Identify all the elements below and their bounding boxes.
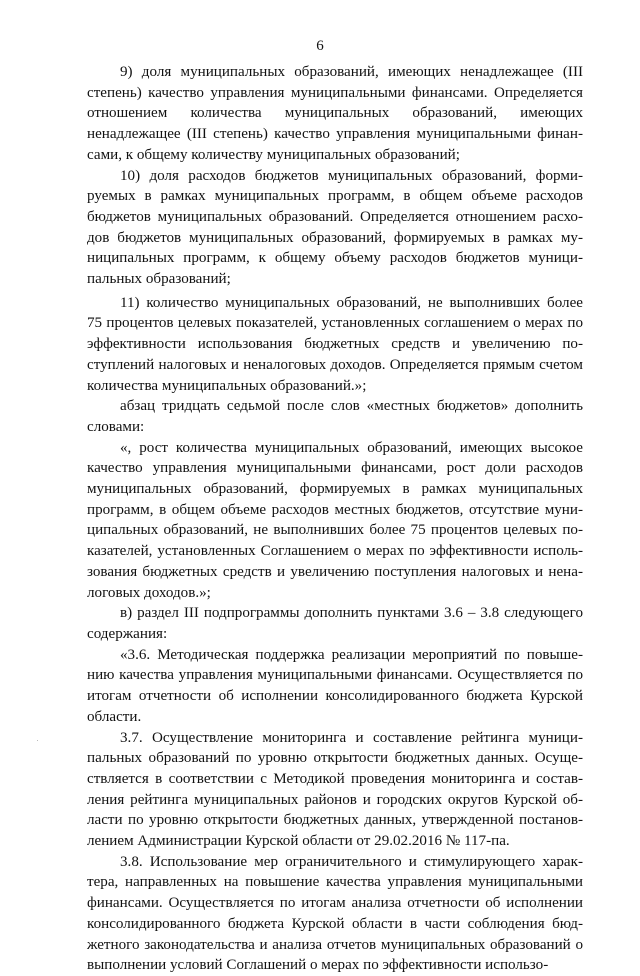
paragraph-item-9: 9) доля муниципальных образований, имеющих ненадлежащее (III степень) качество управления муниципальными финансами. Определяется отношением количества муниципальных образований, имеющих ненадлежащее (III степень) качество управления муниципальными финансами, к общему количеству муниципальных образований; <box>87 64 583 163</box>
paragraph-point-3-6: «3.6. Методическая поддержка реализации мероприятий по повышению качества управления муниципальными финансами. Осуществляется по итогам отчетности об исполнении консолидированного бюджета Курской области. <box>87 646 583 725</box>
paragraph-amendment-text: «, рост количества муниципальных образований, имеющих высокое качество управления муниципальными финансами, рост доли расходов муниципальных образований, формируемых в рамках муниципальных программ, в общем объеме расходов местных бюджетов, отсутствие муниципальных образований, не выполнивших более 75 процентов целевых показателей, установленных Соглашением о мерах по эффективности использования бюджетных средств и увеличению поступления налоговых и неналоговых доходов.»; <box>87 439 583 601</box>
paragraph-amendment-intro: абзац тридцать седьмой после слов «местных бюджетов» дополнить словами: <box>87 398 583 435</box>
paragraph-item-11: 11) количество муниципальных образований, не выполнивших более 75 процентов целевых показателей, установленных соглашением о мерах по эффективности использования бюджетных средств и увеличению поступлений налоговых и неналоговых доходов. Определяется прямым счетом количества муниципальных образований.»; <box>87 294 583 394</box>
paragraph-section-3-addition: в) раздел III подпрограммы дополнить пунктами 3.6 – 3.8 следующего содержания: <box>87 605 583 642</box>
paragraph-point-3-7: 3.7. Осуществление мониторинга и составление рейтинга муниципальных образований по уровню открытости бюджетных данных. Осуществляется в соответствии с Методикой проведения мониторинга и составления рейтинга муниципальных районов и городских округов Курской области по уровню открытости бюджетных данных, утвержденной постановлением Администрации Курской области от 29.02.2016 № 117-па. <box>87 729 583 850</box>
document-body <box>87 62 583 976</box>
scan-artifact <box>37 740 38 741</box>
paragraph-point-3-8: 3.8. Использование мер ограничительного и стимулирующего характера, направленных на повышение качества управления муниципальными финансами. Осуществляется по итогам анализа отчетности об исполнении консолидированного бюджета Курской области в части соблюдения бюджетного законодательства и анализа отчетов муниципальных образований о выполнении условий Соглашений о мерах по эффективности использо- <box>87 853 583 974</box>
page-number: 6 <box>316 38 324 54</box>
paragraph-item-10: 10) доля расходов бюджетов муниципальных образований, формируемых в рамках муниципальных программ, в общем объеме расходов бюджетов муниципальных образований. Определяется отношением расходов бюджетов муниципальных образований, формируемых в рамках муниципальных программ, к общему объему расходов бюджетов муниципальных образований; <box>87 167 583 288</box>
